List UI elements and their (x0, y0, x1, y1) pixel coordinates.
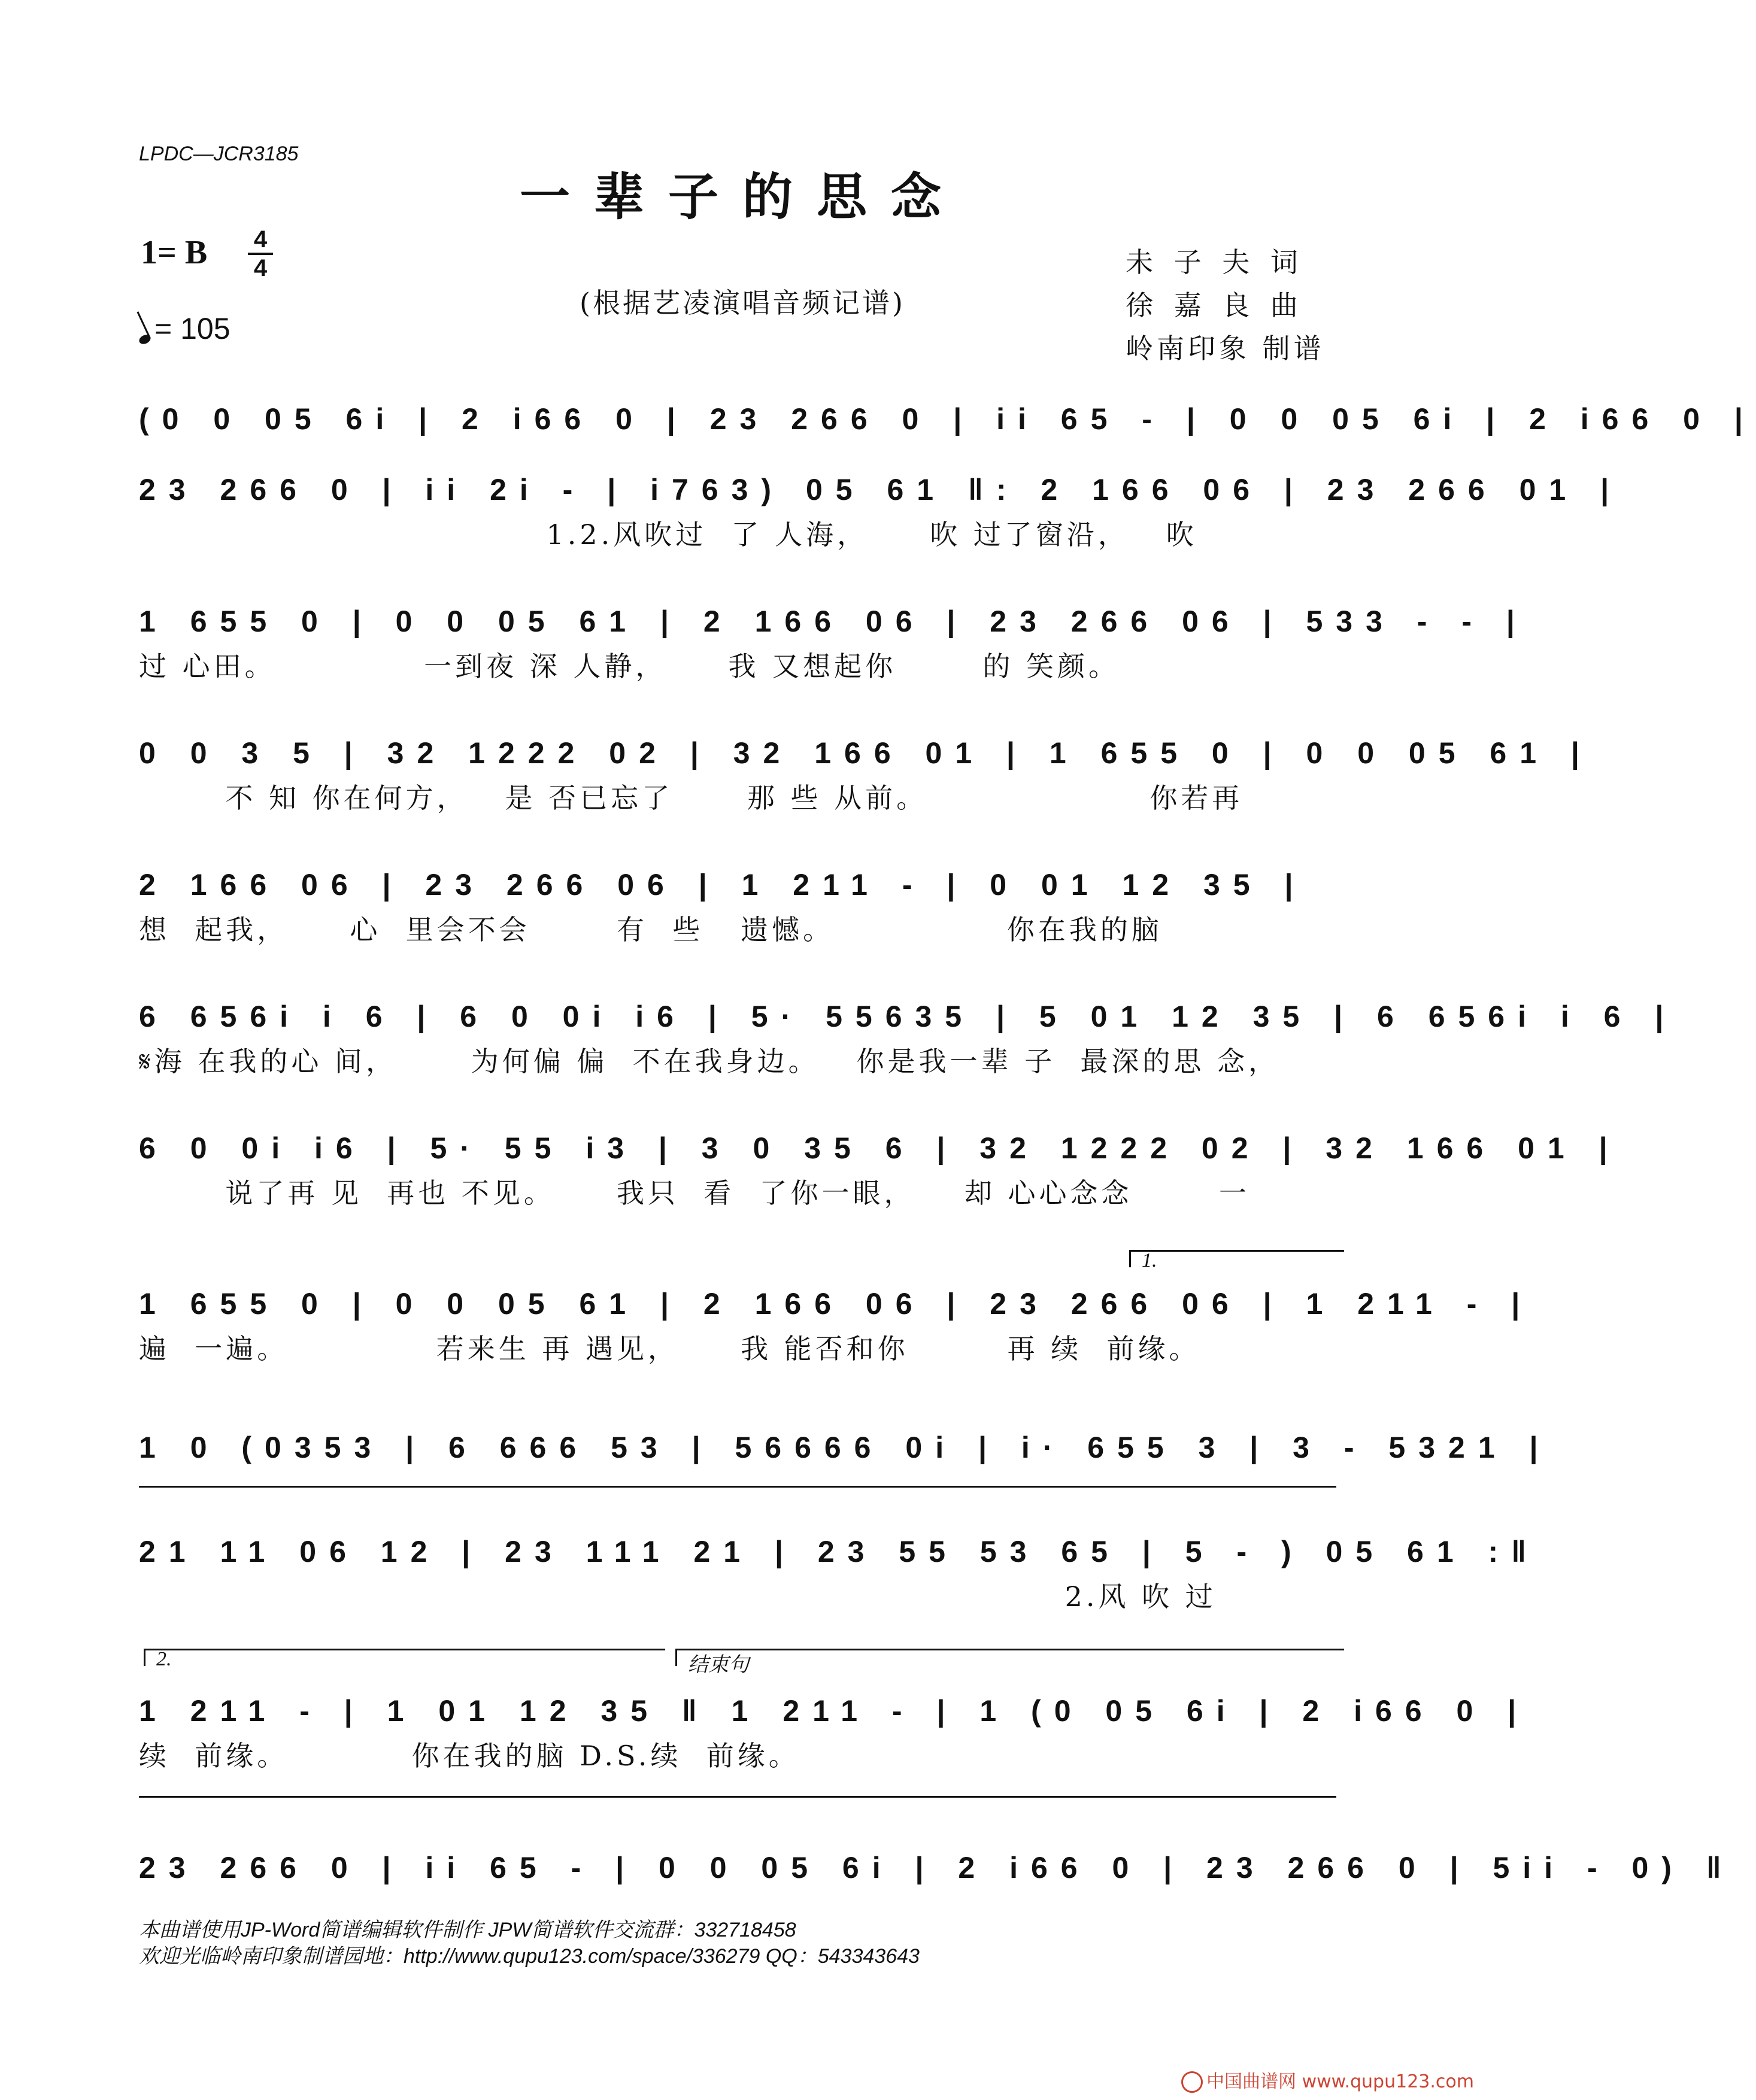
notation-line: 0 0 3 5 | 32 1222 02 | 32 166 01 | 1 655 0 | 0 0 05 61 | (139, 736, 1593, 770)
ending-phrase-bracket (675, 1649, 1344, 1676)
lyric-line: 1.2.风吹过 了 人海， 吹 过了窗沿， 吹 (139, 518, 1197, 551)
catalog-code: LPDC—JCR3185 (139, 142, 299, 165)
notation-line: (0 0 05 6i | 2 i66 0 | 23 266 0 | ii 65 - | 0 0 05 6i | 2 i66 0 | (139, 402, 1756, 436)
lyric-line: 说了再 见 再也 不见。 我只 看 了你一眼， 却 心心念念 一 (139, 1177, 1250, 1209)
score-system-4 (139, 729, 1593, 819)
score-system-11 (139, 1687, 1530, 1777)
coda-slur-line (139, 1796, 1336, 1798)
score-system-7 (139, 1124, 1621, 1214)
score-system-1 (139, 395, 1756, 443)
lyric-line: 遍 一遍。 若来生 再 遇见， 我 能否和你 再 续 前缘。 (139, 1333, 1200, 1365)
notation-line: 6 0 0i i6 | 5· 55 i3 | 3 0 35 6 | 32 1222 02 | 32 166 01 | (139, 1131, 1621, 1165)
tempo-value: = 105 (154, 312, 231, 345)
subtitle: (根据艺凌演唱音频记谱) (580, 287, 905, 319)
lyric-line: 过 心田。 一到夜 深 人静， 我 又想起你 的 笑颜。 (139, 650, 1120, 682)
lyric-line: 想 起我， 心 里会不会 有 些 遗憾。 你在我的脑 (139, 914, 1163, 946)
volta-label: 1. (1142, 1249, 1157, 1271)
lyric-line: 2.风 吹 过 (139, 1580, 1217, 1613)
song-title: 一辈子的思念 (519, 167, 965, 226)
watermark-text: 中国曲谱网 www.qupu123.com (1206, 2071, 1474, 2092)
lyric-line: 𝄋海 在我的心 间， 为何偏 偏 不在我身边。 你是我一辈 子 最深的思 念， (139, 1045, 1279, 1078)
notation-line: 2 166 06 | 23 266 06 | 1 211 - | 0 01 12 35 | (139, 868, 1306, 902)
score-system-2 (139, 466, 1622, 556)
notation-line: 6 656i i 6 | 6 0 0i i6 | 5· 55635 | 5 01 12 35 | 6 656i i 6 | (139, 1000, 1677, 1033)
footer-website-note: 欢迎光临岭南印象制谱园地：http://www.qupu123.com/space/336279 QQ：543343643 (139, 1945, 920, 1968)
notation-line: 1 0 (0353 | 6 666 53 | 56666 0i | i· 655 3 | 3 - 5321 | (139, 1431, 1551, 1464)
ending-phrase-label: 结束句 (688, 1654, 749, 1676)
score-system-8 (139, 1280, 1533, 1370)
score-system-9 (139, 1424, 1551, 1471)
notation-line: 23 266 0 | ii 2i - | i763) 05 61 ‖: 2 166 06 | 23 266 01 | (139, 473, 1622, 506)
notation-line: 21 11 06 12 | 23 111 21 | 23 55 53 65 | 5 - ) 05 61 :‖ (139, 1535, 1540, 1568)
notation-line: 1 211 - | 1 01 12 35 ‖ 1 211 - | 1 (0 05 6i | 2 i66 0 | (139, 1694, 1530, 1728)
lyric-line: 不 知 你在何方， 是 否已忘了 那 些 从前。 你若再 (139, 782, 1244, 814)
score-system-6 (139, 993, 1677, 1082)
volta-label: 2. (156, 1648, 172, 1670)
quarter-note-icon (138, 333, 152, 345)
score-system-5 (139, 861, 1342, 951)
arranger-credit: 岭南印象 制谱 (1126, 332, 1325, 365)
site-watermark (1181, 2066, 1474, 2093)
time-signature (245, 226, 275, 281)
lyricist-credit: 未 子 夫 词 (1126, 246, 1304, 278)
notation-line: 1 655 0 | 0 0 05 61 | 2 166 06 | 23 266 06 | 1 211 - | (139, 1287, 1533, 1321)
interlude-slur-line (139, 1486, 1336, 1488)
notation-line: 1 655 0 | 0 0 05 61 | 2 166 06 | 23 266 06 | 533 - - | (139, 605, 1528, 638)
time-signature-top: 4 (253, 226, 268, 253)
time-signature-bottom: 4 (253, 255, 268, 281)
score-system-12 (139, 1844, 1734, 1892)
score-system-3 (139, 597, 1528, 687)
footer-software-note: 本曲谱使用JP-Word简谱编辑软件制作 JPW简谱软件交流群：332718458 (139, 1919, 796, 1941)
tempo-marking (139, 311, 231, 346)
lyric-line: 续 前缘。 你在我的脑 D.S.续 前缘。 (139, 1740, 800, 1772)
composer-credit: 徐 嘉 良 曲 (1126, 289, 1304, 321)
volta-first-ending (1129, 1249, 1344, 1271)
key-signature: 1= B (141, 234, 208, 271)
watermark-logo-icon (1181, 2071, 1203, 2093)
notation-line: 23 266 0 | ii 65 - | 0 0 05 6i | 2 i66 0 | 23 266 0 | 5ii - 0) ‖ (139, 1851, 1734, 1884)
score-system-10 (139, 1528, 1540, 1618)
volta-second-ending (144, 1648, 665, 1670)
